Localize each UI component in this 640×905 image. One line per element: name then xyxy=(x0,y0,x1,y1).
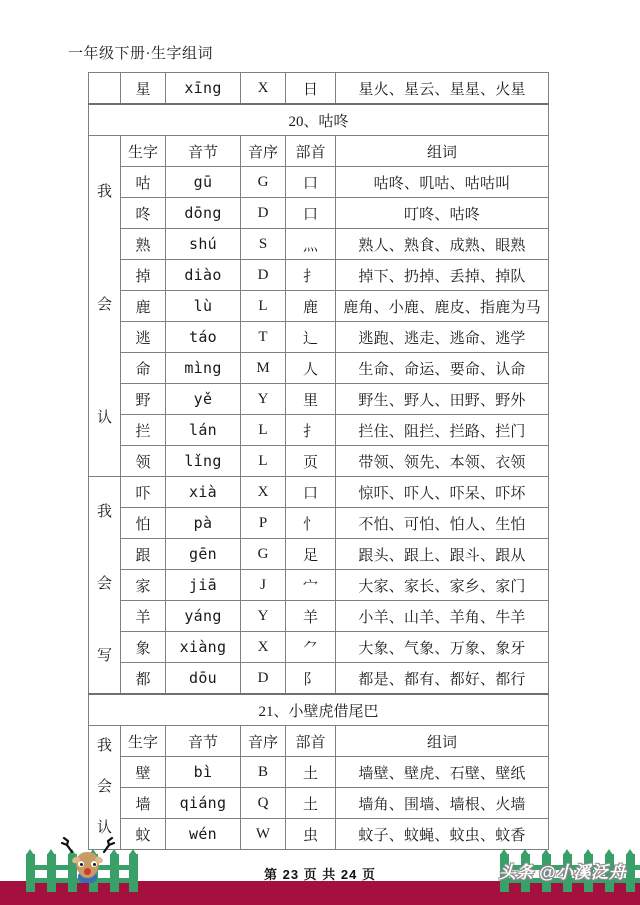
cell-initial: J xyxy=(241,570,286,601)
cell-character: 星 xyxy=(121,73,166,105)
cell-words: 都是、都有、都好、都行 xyxy=(336,663,549,695)
cell-character: 逃 xyxy=(121,322,166,353)
cell-initial: T xyxy=(241,322,286,353)
cell-radical: 阝 xyxy=(286,663,336,695)
group-label-char: 认 xyxy=(96,819,112,836)
cell-words: 熟人、熟食、成熟、眼熟 xyxy=(336,229,549,260)
cell-radical: 土 xyxy=(286,757,336,788)
table-row xyxy=(89,508,549,539)
table-row xyxy=(89,353,549,384)
cell-words: 星火、星云、星星、火星 xyxy=(336,73,549,105)
cell-pinyin: yě xyxy=(166,384,241,415)
column-header-character: 生字 xyxy=(121,726,166,757)
cell-initial: G xyxy=(241,539,286,570)
cell-character: 跟 xyxy=(121,539,166,570)
cell-initial: X xyxy=(241,477,286,508)
cell-radical: 灬 xyxy=(286,229,336,260)
cell-character: 蚊 xyxy=(121,819,166,850)
cell-character: 吓 xyxy=(121,477,166,508)
cell-words: 野生、野人、田野、野外 xyxy=(336,384,549,415)
cell-words: 叮咚、咕咚 xyxy=(336,198,549,229)
cell-words: 咕咚、叽咕、咕咕叫 xyxy=(336,167,549,198)
column-header-initial: 音序 xyxy=(241,136,286,167)
cell-pinyin: gū xyxy=(166,167,241,198)
cell-words: 生命、命运、要命、认命 xyxy=(336,353,549,384)
cell-character: 领 xyxy=(121,446,166,477)
group-label-char: 我 xyxy=(96,737,112,754)
table-row xyxy=(89,415,549,446)
cell-initial: Y xyxy=(241,384,286,415)
cell-pinyin: bì xyxy=(166,757,241,788)
table-header-row xyxy=(89,136,549,167)
cell-initial: P xyxy=(241,508,286,539)
group-label-recognize xyxy=(89,136,121,477)
cell-initial: X xyxy=(241,632,286,663)
cell-character: 象 xyxy=(121,632,166,663)
cell-words: 掉下、扔掉、丢掉、掉队 xyxy=(336,260,549,291)
cell-radical: 宀 xyxy=(286,570,336,601)
table-row xyxy=(89,788,549,819)
table-row xyxy=(89,198,549,229)
cell-pinyin: yáng xyxy=(166,601,241,632)
group-label-recognize xyxy=(89,726,121,850)
table-row xyxy=(89,322,549,353)
cell-words: 惊吓、吓人、吓呆、吓坏 xyxy=(336,477,549,508)
cell-pinyin: pà xyxy=(166,508,241,539)
cell-character: 野 xyxy=(121,384,166,415)
cell-radical: 辶 xyxy=(286,322,336,353)
column-header-pinyin: 音节 xyxy=(166,136,241,167)
cell-radical: 口 xyxy=(286,198,336,229)
cell-initial: G xyxy=(241,167,286,198)
cell-words: 不怕、可怕、怕人、生怕 xyxy=(336,508,549,539)
cell-initial: B xyxy=(241,757,286,788)
cell-pinyin: jiā xyxy=(166,570,241,601)
group-label-char: 认 xyxy=(96,410,112,427)
table-row xyxy=(89,539,549,570)
table-row xyxy=(89,632,549,663)
cell-radical: 页 xyxy=(286,446,336,477)
cell-pinyin: lǐng xyxy=(166,446,241,477)
cell-words: 鹿角、小鹿、鹿皮、指鹿为马 xyxy=(336,291,549,322)
cell-words: 带领、领先、本领、衣领 xyxy=(336,446,549,477)
cell-radical: 虫 xyxy=(286,819,336,850)
cell-character: 羊 xyxy=(121,601,166,632)
cell-initial: W xyxy=(241,819,286,850)
cell-character: 命 xyxy=(121,353,166,384)
cell-words: 小羊、山羊、羊角、牛羊 xyxy=(336,601,549,632)
column-header-initial: 音序 xyxy=(241,726,286,757)
cell-character: 壁 xyxy=(121,757,166,788)
cell-initial: Y xyxy=(241,601,286,632)
cell-initial: S xyxy=(241,229,286,260)
cell-radical: 鹿 xyxy=(286,291,336,322)
cell-words: 大家、家长、家乡、家门 xyxy=(336,570,549,601)
cell-words: 大象、气象、万象、象牙 xyxy=(336,632,549,663)
cell-initial: D xyxy=(241,663,286,695)
cell-radical: 人 xyxy=(286,353,336,384)
group-label-char: 会 xyxy=(96,778,112,795)
cell-words: 拦住、阻拦、拦路、拦门 xyxy=(336,415,549,446)
cell-radical: 口 xyxy=(286,477,336,508)
section-title: 21、小壁虎借尾巴 xyxy=(89,694,549,726)
cell-character: 都 xyxy=(121,663,166,695)
cell-radical: 口 xyxy=(286,167,336,198)
cell-initial: L xyxy=(241,415,286,446)
cell-character: 家 xyxy=(121,570,166,601)
cell-radical: 里 xyxy=(286,384,336,415)
cell-initial: D xyxy=(241,260,286,291)
cell-radical: 足 xyxy=(286,539,336,570)
cell-words: 蚊子、蚊蝇、蚊虫、蚊香 xyxy=(336,819,549,850)
column-header-radical: 部首 xyxy=(286,726,336,757)
table-row xyxy=(89,757,549,788)
table-row xyxy=(89,601,549,632)
cell-radical: 扌 xyxy=(286,260,336,291)
cell-words: 墙壁、壁虎、石壁、壁纸 xyxy=(336,757,549,788)
cell-pinyin: lán xyxy=(166,415,241,446)
section-title: 20、咕咚 xyxy=(89,104,549,136)
page-footer xyxy=(0,843,640,905)
cell-character: 拦 xyxy=(121,415,166,446)
cell-character: 熟 xyxy=(121,229,166,260)
cell-initial: Q xyxy=(241,788,286,819)
cell-initial: X xyxy=(241,73,286,105)
cell-initial: L xyxy=(241,291,286,322)
table-row xyxy=(89,663,549,695)
column-header-character: 生字 xyxy=(121,136,166,167)
antler-left-icon xyxy=(59,837,73,853)
table-row xyxy=(89,291,549,322)
group-label-spacer xyxy=(89,73,121,105)
document-header: 一年级下册·生字组词 xyxy=(68,46,213,62)
cell-radical: 羊 xyxy=(286,601,336,632)
cell-character: 怕 xyxy=(121,508,166,539)
group-label-char: 写 xyxy=(96,648,112,665)
cell-pinyin: mìng xyxy=(166,353,241,384)
cell-radical: 忄 xyxy=(286,508,336,539)
cell-initial: D xyxy=(241,198,286,229)
antler-right-icon xyxy=(103,837,117,853)
column-header-words: 组词 xyxy=(336,726,549,757)
vocabulary-sheet xyxy=(88,72,548,850)
group-label-char: 我 xyxy=(96,504,112,521)
cell-pinyin: wén xyxy=(166,819,241,850)
cell-words: 逃跑、逃走、逃命、逃学 xyxy=(336,322,549,353)
table-row xyxy=(89,384,549,415)
cell-radical: ⺈ xyxy=(286,632,336,663)
table-row xyxy=(89,73,549,105)
cell-pinyin: xiàng xyxy=(166,632,241,663)
group-label-char: 我 xyxy=(96,183,112,200)
cell-radical: 日 xyxy=(286,73,336,105)
table-row xyxy=(89,167,549,198)
column-header-words: 组词 xyxy=(336,136,549,167)
table-row xyxy=(89,260,549,291)
table-row xyxy=(89,229,549,260)
cell-initial: M xyxy=(241,353,286,384)
cell-pinyin: qiáng xyxy=(166,788,241,819)
group-label-char: 会 xyxy=(96,576,112,593)
cell-pinyin: dōu xyxy=(166,663,241,695)
cell-pinyin: gēn xyxy=(166,539,241,570)
group-label-char: 会 xyxy=(96,297,112,314)
section-title-row xyxy=(89,104,549,136)
cell-words: 跟头、跟上、跟斗、跟从 xyxy=(336,539,549,570)
group-label-write xyxy=(89,477,121,695)
cell-initial: L xyxy=(241,446,286,477)
cell-character: 墙 xyxy=(121,788,166,819)
cell-character: 鹿 xyxy=(121,291,166,322)
cell-character: 掉 xyxy=(121,260,166,291)
watermark: 头条 @小溪泛舟 xyxy=(498,863,626,882)
cell-pinyin: xīng xyxy=(166,73,241,105)
table-row xyxy=(89,446,549,477)
cell-pinyin: lù xyxy=(166,291,241,322)
cell-pinyin: diào xyxy=(166,260,241,291)
vocabulary-table xyxy=(88,72,549,850)
column-header-pinyin: 音节 xyxy=(166,726,241,757)
cell-pinyin: xià xyxy=(166,477,241,508)
table-header-row xyxy=(89,726,549,757)
section-title-row xyxy=(89,694,549,726)
column-header-radical: 部首 xyxy=(286,136,336,167)
cell-radical: 扌 xyxy=(286,415,336,446)
page-number: 第 23 页 共 24 页 xyxy=(264,867,376,882)
cell-pinyin: shú xyxy=(166,229,241,260)
cell-pinyin: táo xyxy=(166,322,241,353)
cell-character: 咚 xyxy=(121,198,166,229)
table-row xyxy=(89,477,549,508)
cell-words: 墙角、围墙、墙根、火墙 xyxy=(336,788,549,819)
table-row xyxy=(89,570,549,601)
cell-radical: 土 xyxy=(286,788,336,819)
cell-pinyin: dōng xyxy=(166,198,241,229)
cell-character: 咕 xyxy=(121,167,166,198)
